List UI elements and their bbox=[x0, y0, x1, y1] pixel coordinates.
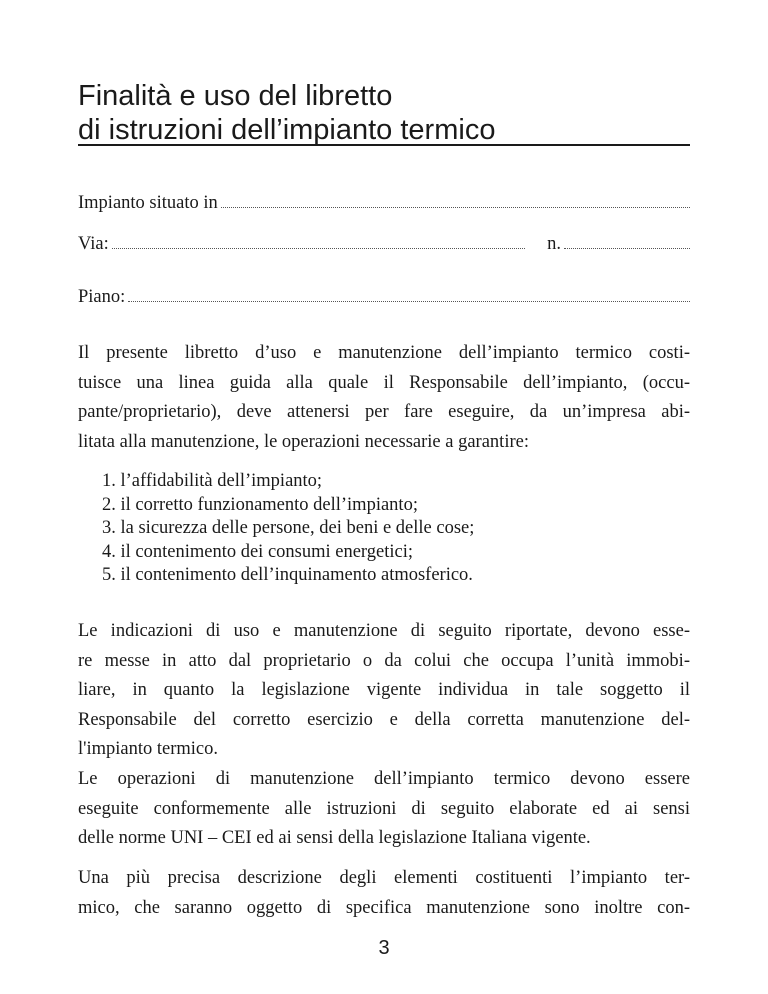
intro-line: litata alla manutenzione, le operazioni necessarie a garantire: bbox=[78, 431, 529, 452]
paragraph-line: re messe in atto dal proprietario o da colui che occupa l’unità immobi- bbox=[78, 650, 690, 671]
intro-line: Il presente libretto d’uso e manutenzione dell’impianto termico costi- bbox=[78, 343, 690, 363]
paragraph-usage bbox=[78, 617, 690, 765]
piano-label: Piano: bbox=[78, 287, 126, 307]
list-item: 1. l’affidabilità dell’impianto; bbox=[102, 471, 323, 491]
title-rule bbox=[78, 144, 690, 146]
paragraph-line: Una più precisa descrizione degli elementi costituenti l’impianto ter- bbox=[78, 868, 690, 888]
paragraph-line: delle norme UNI – CEI ed ai sensi della legislazione Italiana vigente. bbox=[78, 828, 591, 848]
list-item: 3. la sicurezza delle persone, dei beni e delle cose; bbox=[102, 518, 475, 538]
impianto-dotted-line[interactable] bbox=[221, 191, 690, 208]
title-line-1: Finalità e uso del libretto bbox=[78, 80, 393, 113]
paragraph-line: Le indicazioni di uso e manutenzione di seguito riportate, devono esse- bbox=[78, 621, 690, 641]
title-line-2: di istruzioni dell’impianto termico bbox=[78, 114, 496, 147]
numero-dotted-line[interactable] bbox=[564, 232, 690, 249]
paragraph-maintenance bbox=[78, 765, 690, 854]
intro-paragraph bbox=[78, 339, 690, 457]
via-field[interactable] bbox=[78, 231, 690, 257]
paragraph-description bbox=[78, 864, 690, 923]
list-item: 2. il corretto funzionamento dell’impianto; bbox=[102, 494, 418, 515]
list-item: 5. il contenimento dell’inquinamento atmosferico. bbox=[102, 565, 473, 585]
page-number: 3 bbox=[378, 937, 390, 959]
paragraph-line: liare, in quanto la legislazione vigente individua in tale soggetto il bbox=[78, 680, 690, 700]
impianto-field[interactable] bbox=[78, 190, 690, 216]
requirements-list bbox=[102, 470, 662, 588]
paragraph-line: Le operazioni di manutenzione dell’impianto termico devono essere bbox=[78, 769, 690, 789]
paragraph-line: Responsabile del corretto esercizio e della corretta manutenzione del- bbox=[78, 709, 690, 730]
numero-label: n. bbox=[547, 234, 561, 254]
via-dotted-line[interactable] bbox=[112, 232, 525, 249]
intro-line: tuisce una linea guida alla quale il Responsabile dell’impianto, (occu- bbox=[78, 372, 690, 393]
piano-field[interactable] bbox=[78, 284, 690, 310]
paragraph-line: l'impianto termico. bbox=[78, 739, 218, 759]
paragraph-line: mico, che saranno oggetto di specifica manutenzione sono inoltre con- bbox=[78, 897, 690, 918]
list-item: 4. il contenimento dei consumi energetici; bbox=[102, 541, 413, 562]
page-title bbox=[78, 79, 698, 147]
paragraph-line: eseguite conformemente alle istruzioni di seguito elaborate ed ai sensi bbox=[78, 798, 690, 819]
intro-line: pante/proprietario), deve attenersi per fare eseguire, da un’impresa abi- bbox=[78, 402, 690, 422]
piano-dotted-line[interactable] bbox=[128, 285, 690, 302]
impianto-label: Impianto situato in bbox=[78, 193, 218, 213]
via-label: Via: bbox=[78, 234, 109, 254]
